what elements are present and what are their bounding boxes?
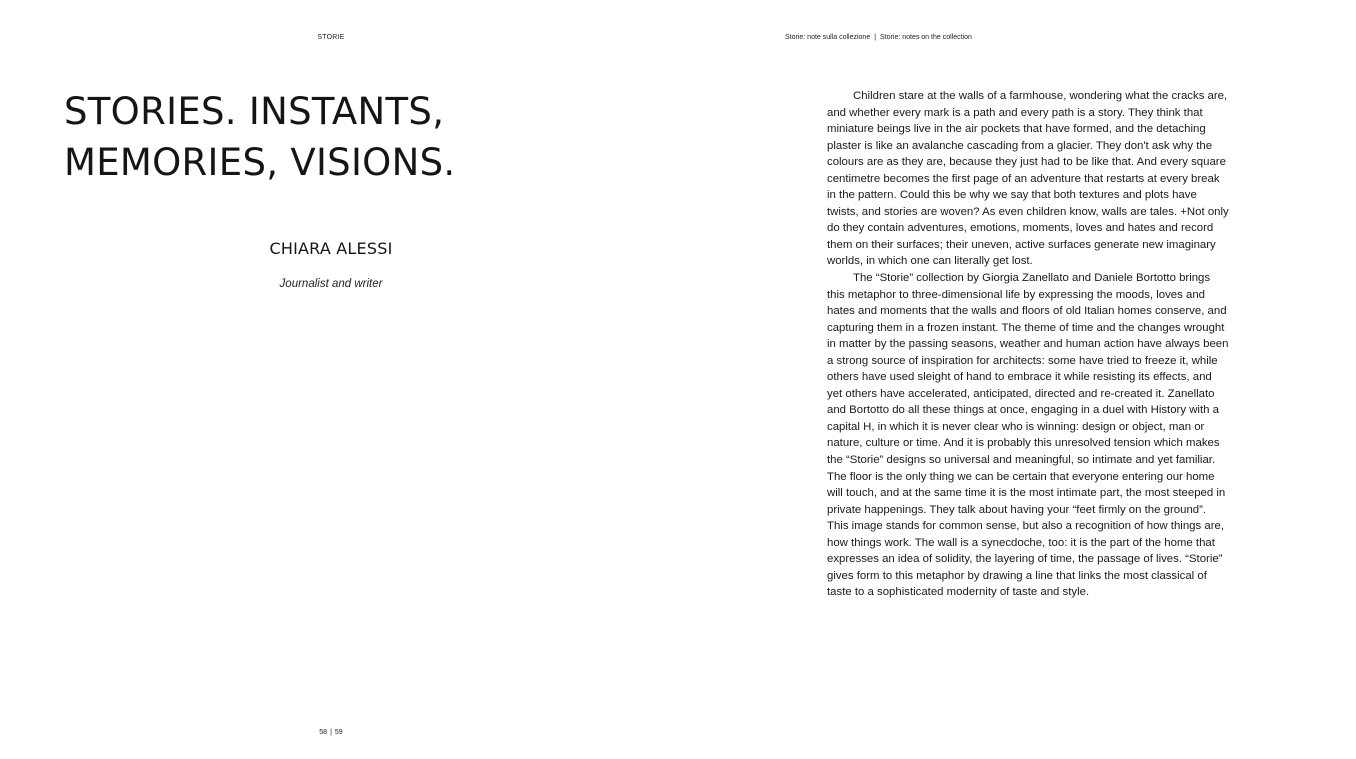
- article-title: [64, 86, 455, 188]
- page-number-right: 59: [334, 729, 343, 736]
- article-body: [827, 88, 1229, 601]
- body-paragraph-2: The “Storie” collection by Giorgia Zanellato and Daniele Bortotto brings this metaphor to three-dimensional life by expressing the moods, loves and hates and moments that the walls and floors of old Italian homes conserve, and capturing them in a frozen instant. The theme of time and the changes wrought in matter by the passing seasons, weather and human action have always been a strong source of inspiration for architects: some have tried to freeze it, while others have used sleight of hand to embrace it while resisting its effects, and yet others have accelerated, anticipated, directed and re-created it. Zanellato and Bortotto do all these things at once, engaging in a duel with History with a capital H, in which it is never clear who is winning: design or object, man or nature, culture or time. And it is probably this unresolved tension which makes the “Storie” designs so universal and meaningful, so intimate and yet familiar. The floor is the only thing we can be certain that everyone entering our home will touch, and at the same time it is the most intimate part, the most steeped in private happenings. They talk about having your “feet firmly on the ground”. This image stands for common sense, but also a recognition of how things are, how things work. The wall is a synecdoche, too: it is the part of the home that expresses an idea of solidity, the layering of time, the passage of lives. “Storie” gives form to this metaphor by drawing a line that links the most classical of taste to a sophisticated modernity of taste and style.: [827, 272, 1229, 599]
- author-role: Journalist and writer: [279, 278, 383, 290]
- page-number-left: 58: [319, 729, 328, 736]
- page-number-separator: |: [330, 729, 332, 736]
- running-head-left: STORIE: [317, 34, 345, 41]
- running-head-separator: |: [874, 34, 877, 41]
- body-paragraph-1: Children stare at the walls of a farmhouse, wondering what the cracks are, and whether every mark is a path and every path is a story. They think that miniature beings live in the air pockets that have formed, and the detaching plaster is like an avalanche cascading from a glacier. They don't ask why the colours are as they are, because they just had to be like that. And every square centimetre becomes the first page of an adventure that restarts at every break in the pattern. Could this be why we say that both textures and plots have twists, and stories are woven? As even children know, walls are tales. +Not only do they contain adventures, emotions, moments, loves and hates and record them on their surfaces; their uneven, active surfaces generate new imaginary worlds, in which one can literally get lost.: [827, 90, 1229, 268]
- author-name: CHIARA ALESSI: [269, 239, 393, 258]
- article-title-line-1: STORIES. INSTANTS,: [64, 90, 445, 133]
- running-head-english: Storie: notes on the collection: [880, 34, 972, 41]
- running-head-right: [785, 34, 972, 41]
- running-head-italian: Storie: note sulla collezione: [785, 34, 871, 41]
- page-numbers: [0, 729, 662, 736]
- article-title-line-2: MEMORIES, VISIONS.: [64, 141, 456, 184]
